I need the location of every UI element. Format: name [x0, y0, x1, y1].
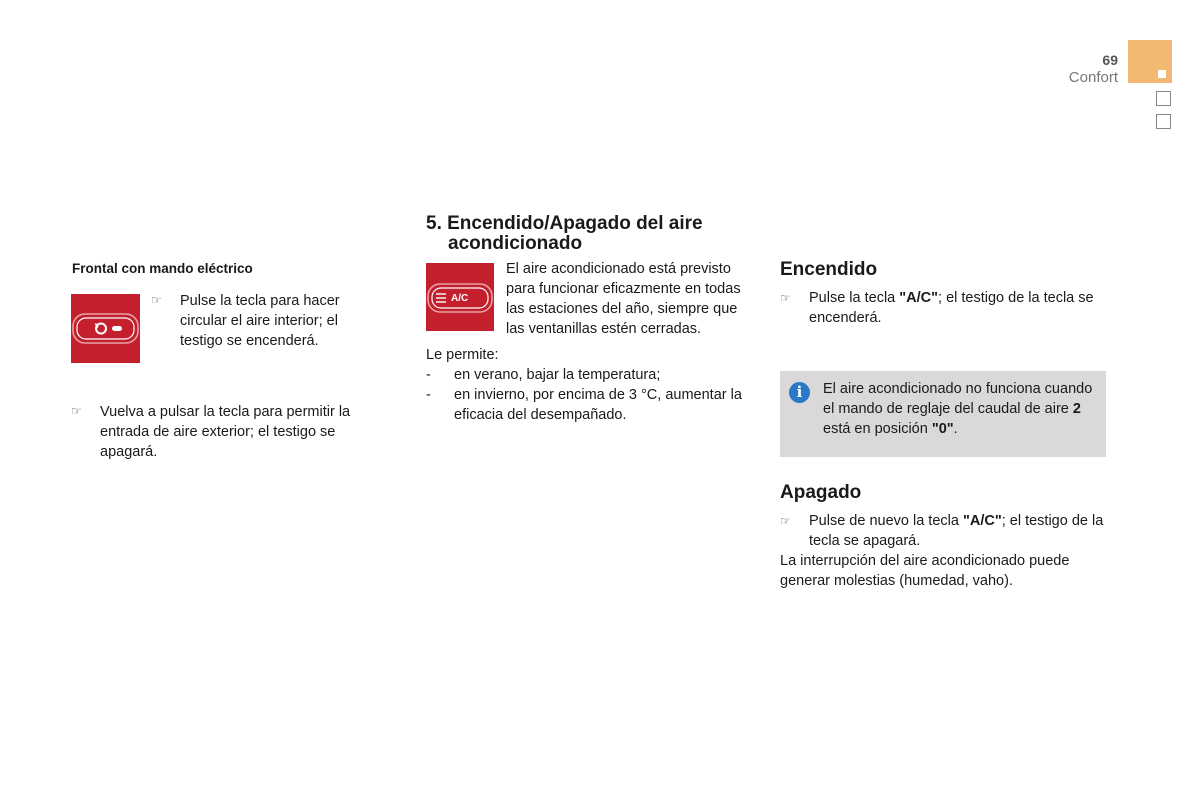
encendido-heading: Encendido: [780, 259, 878, 280]
apagado-final-text: La interrupción del aire acondicionado puede generar molestias (humedad, vaho).: [780, 553, 1070, 589]
recirculation-icon: [71, 294, 140, 363]
le-permite-label: Le permite:: [426, 347, 499, 363]
info-note-text: El aire acondicionado no funciona cuando el mando de reglaje del caudal de aire 2 está en posición "0".: [823, 381, 1093, 437]
bullet-hand-icon: ☞: [780, 514, 791, 528]
recirculation-button-image: [71, 294, 140, 363]
bullet-hand-icon: ☞: [780, 291, 791, 305]
ac-button-icon: [426, 263, 494, 331]
info-icon: i: [789, 382, 810, 403]
permite-item-2: en invierno, por encima de 3 °C, aumentar la eficacia del desempañado.: [454, 387, 742, 423]
page-number: 69: [1102, 52, 1118, 68]
ac-button-image: [426, 263, 494, 331]
left-column-title: Frontal con mando eléctrico: [72, 261, 253, 276]
left-bullet-2: Vuelva a pulsar la tecla para permitir la entrada de aire exterior; el testigo se apagará.: [100, 404, 351, 460]
apagado-instruction: Pulse de nuevo la tecla "A/C"; el testigo de la tecla se apagará.: [809, 513, 1104, 549]
ac-heading-line1: 5. Encendido/Apagado del aire: [426, 213, 703, 234]
ac-intro-text: El aire acondicionado está previsto para funcionar eficazmente en todas las estaciones del año, siempre que las ventanillas estén cerradas.: [506, 261, 741, 337]
apagado-heading: Apagado: [780, 482, 862, 503]
chapter-tab-box: [1156, 114, 1171, 129]
ac-heading-line2: acondicionado: [448, 233, 583, 254]
ac-button-label: A/C: [451, 293, 469, 304]
permite-item-1: en verano, bajar la temperatura;: [454, 367, 661, 383]
section-title: Confort: [1068, 69, 1118, 86]
chapter-tab-dot: [1158, 70, 1166, 78]
dash-bullet: -: [426, 387, 431, 403]
dash-bullet: -: [426, 367, 431, 383]
bullet-hand-icon: ☞: [71, 404, 82, 418]
chapter-tab-box: [1156, 91, 1171, 106]
bullet-hand-icon: ☞: [151, 293, 162, 307]
left-bullet-1: Pulse la tecla para hacer circular el aire interior; el testigo se encenderá.: [180, 293, 340, 349]
encendido-instruction: Pulse la tecla "A/C"; el testigo de la tecla se encenderá.: [809, 290, 1094, 326]
ac-section-heading: [426, 214, 766, 254]
